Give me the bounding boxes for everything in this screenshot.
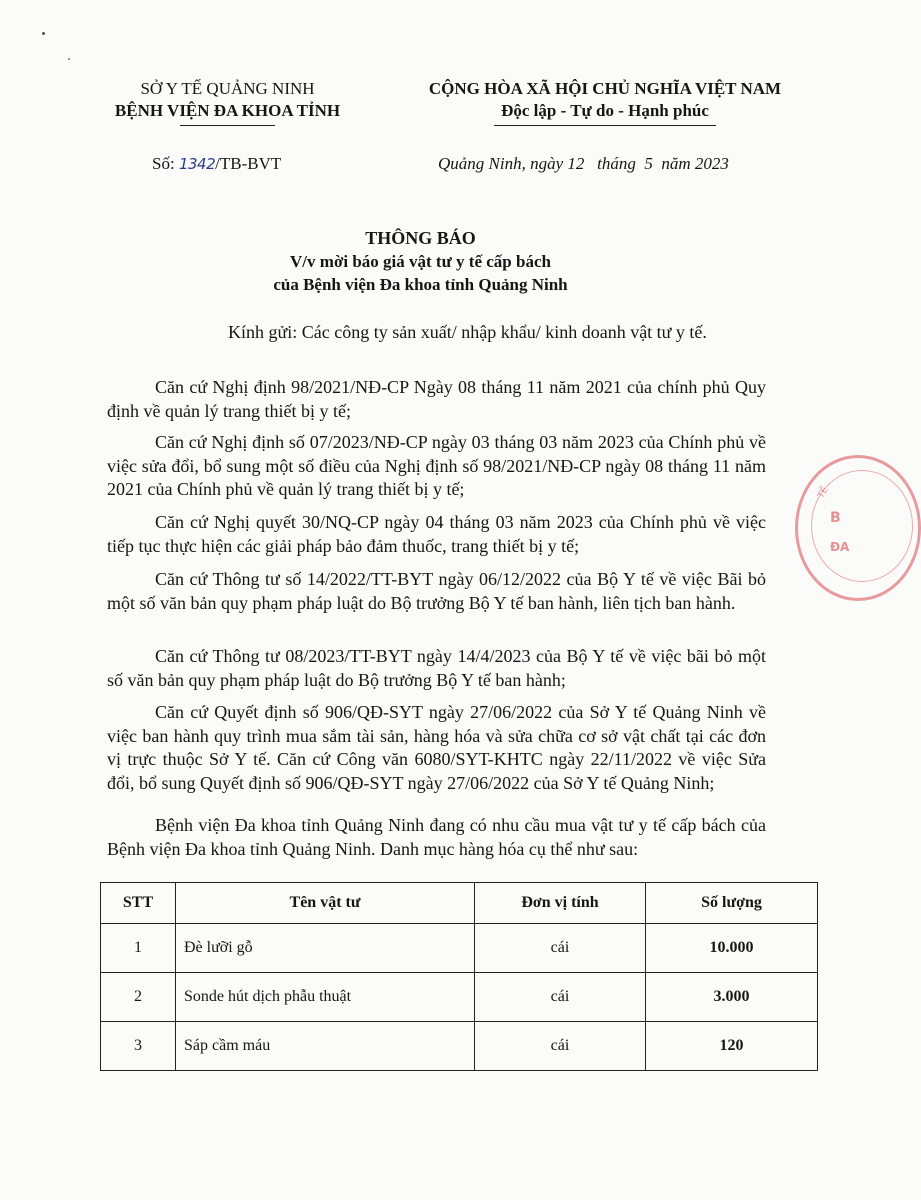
items-table (100, 882, 818, 1071)
issuing-agency-block (95, 78, 360, 126)
seal-letters: TẾ (816, 485, 831, 501)
cell-quantity: 3.000 (646, 973, 818, 1022)
cell-stt: 2 (101, 973, 176, 1022)
seal-letters: B (830, 510, 841, 526)
cell-unit: cái (475, 973, 646, 1022)
cell-item-name: Đè lưỡi gỗ (176, 924, 475, 973)
legal-basis-paragraph: Căn cứ Thông tư 08/2023/TT-BYT ngày 14/4/2023 của Bộ Y tế về việc bãi bỏ một số văn bản quy phạm pháp luật do Bộ trưởng Bộ Y tế ban hành; (107, 646, 766, 690)
cell-stt: 1 (101, 924, 176, 973)
table-row (101, 973, 818, 1022)
request-paragraph: Bệnh viện Đa khoa tỉnh Quảng Ninh đang có nhu cầu mua vật tư y tế cấp bách của Bệnh viện Đa khoa tỉnh Quảng Ninh. Danh mục hàng hóa cụ thể như sau: (107, 815, 766, 859)
legal-basis-paragraph: Căn cứ Nghị quyết 30/NQ-CP ngày 04 tháng 03 năm 2023 của Chính phủ về việc tiếp tục thực hiện các giải pháp bảo đảm thuốc, trang thiết bị y tế; (107, 512, 766, 556)
document-number (152, 154, 281, 174)
legal-basis-paragraph: Căn cứ Nghị định 98/2021/NĐ-CP Ngày 08 tháng 11 năm 2021 của chính phủ Quy định về quản lý trang thiết bị y tế; (107, 377, 766, 421)
column-header-quantity: Số lượng (646, 883, 818, 924)
document-title: THÔNG BÁO (365, 228, 476, 248)
cell-item-name: Sáp cầm máu (176, 1022, 475, 1071)
column-header-item-name: Tên vật tư (176, 883, 475, 924)
table-row (101, 924, 818, 973)
table-row (101, 1022, 818, 1071)
document-number-prefix: Số: (152, 154, 179, 173)
seal-letters: ĐA (830, 540, 850, 554)
column-header-unit: Đơn vị tính (475, 883, 646, 924)
document-subject: V/v mời báo giá vật tư y tế cấp bách (290, 252, 551, 271)
scan-speck (42, 32, 45, 35)
divider (180, 125, 275, 126)
cell-item-name: Sonde hút dịch phẫu thuật (176, 973, 475, 1022)
national-motto: Độc lập - Tự do - Hạnh phúc (501, 101, 709, 120)
scan-speck (68, 58, 70, 60)
cell-stt: 3 (101, 1022, 176, 1071)
table-header-row (101, 883, 818, 924)
recipient-line: Kính gửi: Các công ty sản xuất/ nhập khẩu/ kinh doanh vật tư y tế. (228, 322, 707, 342)
cell-unit: cái (475, 1022, 646, 1071)
cell-unit: cái (475, 924, 646, 973)
country-name: CỘNG HÒA XÃ HỘI CHỦ NGHĨA VIỆT NAM (428, 79, 782, 98)
legal-basis-paragraph: Căn cứ Thông tư số 14/2022/TT-BYT ngày 06/12/2022 của Bộ Y tế về việc Bãi bỏ một số văn bản quy phạm pháp luật do Bộ trưởng Bộ Y tế ban hành, liên tịch ban hành. (107, 569, 766, 613)
place-and-date: Quảng Ninh, ngày 12 tháng 5 năm 2023 (438, 154, 729, 173)
document-number-suffix: /TB-BVT (215, 154, 282, 173)
column-header-stt: STT (101, 883, 176, 924)
divider (494, 125, 716, 126)
national-heading-block (400, 78, 810, 126)
legal-basis-paragraph: Căn cứ Nghị định số 07/2023/NĐ-CP ngày 03 tháng 03 năm 2023 của Chính phủ về việc sửa đổi, bổ sung một số điều của Nghị định số 98/2021/NĐ-CP ngày 08 tháng 11 năm 2021 của Chính phủ về quản lý trang thiết bị y tế; (107, 432, 766, 499)
cell-quantity: 10.000 (646, 924, 818, 973)
agency-name: SỞ Y TẾ QUẢNG NINH (140, 79, 315, 98)
handwritten-number: 1342 (178, 155, 216, 173)
cell-quantity: 120 (646, 1022, 818, 1071)
legal-basis-paragraph: Căn cứ Quyết định số 906/QĐ-SYT ngày 27/06/2022 của Sở Y tế Quảng Ninh về việc ban hành quy trình mua sắm tài sản, hàng hóa và sửa chữa cơ sở vật chất tại các đơn vị trực thuộc Sở Y tế. Căn cứ Công văn 6080/SYT-KHTC ngày 22/11/2022 về việc Sửa đổi, bổ sung Quyết định số 906/QĐ-SYT ngày 27/06/2022 của Sở Y tế Quảng Ninh; (107, 702, 766, 793)
document-subject-line2: của Bệnh viện Đa khoa tỉnh Quảng Ninh (273, 275, 568, 294)
hospital-name: BỆNH VIỆN ĐA KHOA TỈNH (114, 101, 341, 120)
official-seal-inner-ring (811, 470, 913, 582)
document-title-block (0, 227, 841, 296)
